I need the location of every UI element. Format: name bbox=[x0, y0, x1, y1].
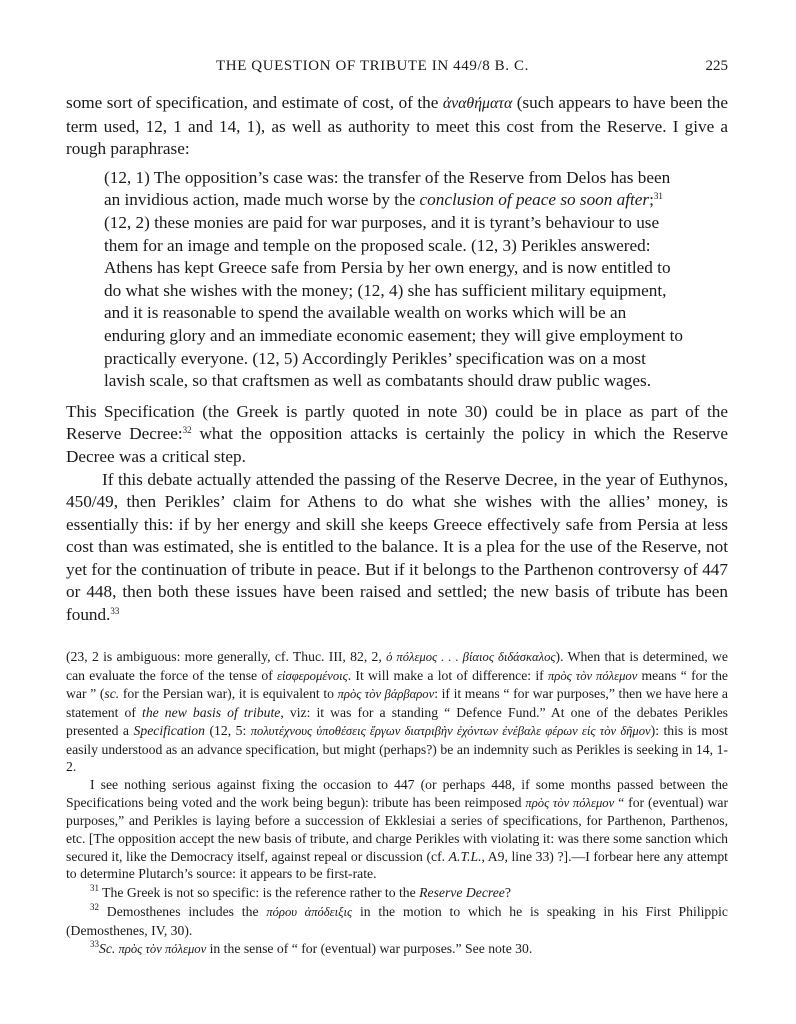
main-text bbox=[66, 92, 728, 627]
paraphrase-block: (12, 1) The opposition’s case was: the transfer of the Reserve from Delos has been an invidious action, made much worse by the conclusion of peace so soon after;$^{31}$ (12, 2) these monies are paid for war purposes, and it is tyrant’s behaviour to use them for an image and temple on the proposed scale. (12, 3) Perikles answered: Athens has kept Greece safe from Persia by her own energy, and is now entitled to do what she wishes with the money; (12, 4) she has sufficient military equipment, and it is reasonable to spend the available wealth on works which will be an enduring glory and an immediate economic easement; they will give employment to practically everyone. (12, 5) Accordingly Perikles’ specification was on a most lavish scale, so that craftsmen as well as combatants should draw public wages. bbox=[104, 167, 683, 391]
footnote-ref-33[interactable]: 33 bbox=[110, 606, 120, 617]
greek-term: ἀναθήματα bbox=[442, 95, 513, 112]
footnote-number: 31 bbox=[90, 883, 99, 894]
footnote-31: $^{31}$ The Greek is not so specific: is the reference rather to the Reserve Decree? bbox=[90, 883, 511, 901]
paragraph-2: This Specification (the Greek is partly quoted in note 30) could be in place as part of the Reserve Decree:$^{32}$ what the opposition attacks is certainly the policy in which the Reserve Decree was a critical step. bbox=[66, 401, 728, 466]
paragraph-3: If this debate actually attended the passing of the Reserve Decree, in the year of Euthynos, 450/49, then Perikles’ claim for Athens to do what she wishes with the allies’ money, is essentially this: if by her energy and skill she keeps Greece effectively safe from Persia at less cost than was estimated, she is entitled to the balance. It is a plea for the use of the Reserve, not yet for the continuation of tribute in peace. But if it belongs to the Parthenon controversy of 447 or 448, then both these issues have been raised and settled; the new basis of tribute has been found.$^{33}$ bbox=[66, 469, 728, 625]
footnote-33: $^{33}$Sc. πρὸς τὸν πόλεμον in the sense of “ for (eventual) war purposes.” See note 30. bbox=[90, 939, 533, 957]
note-continuation: (23, 2 is ambiguous: more generally, cf. Thuc. III, 82, 2, ὁ πόλεμος . . . βίαιος διδάσκαλος). When that is determined, we can evaluate the force of the tense of εἰσφερομένοις. It will make a lot of difference: if πρὸς τὸν πόλεμον means “ for the war ” (sc. for the Persian war), it is equivalent to πρὸς τὸν βάρβαρον: if it means “ for war purposes,” then we have here a statement of the new basis of tribute, viz: it was for a standing “ Defence Fund.” At one of the debates Perikles presented a Specification (12, 5: πολυτέχνους ὑποθέσεις ἔργων διατριβὴν ἐχόντων ἐνέβαλε φέρων εἰς τὸν δῆμον): this is most easily understood as an advance specification, but might (perhaps?) be an indemnity such as Perikles is seeking in 14, 1-2. bbox=[66, 649, 728, 775]
italic-phrase: conclusion of peace so soon after bbox=[419, 190, 650, 210]
running-title: THE QUESTION OF TRIBUTE IN 449/8 B. C. bbox=[216, 58, 529, 74]
footnote-32: $^{32}$ Demosthenes includes the πόρου ἀπόδειξις in the motion to which he is speaking in his First Philippic (Demosthenes, IV, 30). bbox=[66, 901, 728, 938]
footnote-number: 33 bbox=[90, 939, 99, 950]
footnote-number: 32 bbox=[90, 901, 99, 912]
page-number: 225 bbox=[705, 58, 728, 74]
running-header bbox=[66, 58, 728, 80]
note-paragraph: I see nothing serious against fixing the occasion to 447 (or perhaps 448, if some months passed between the Specifications being voted and the work being begun): tribute has been reimposed πρὸς τὸν πόλεμον “ for (eventual) war purposes,” and Perikles is laying before a succession of Ekklesiai a series of specifications, for Parthenon, Parthenos, etc. [The opposition accept the new basis of tribute, and charge Perikles with violating it: was there some sanction which secured it, like the Democracy itself, against repeal or discussion (cf. A.T.L., A9, line 33) ?].—I forbear here any attempt to determine Plutarch’s source: it appears to be first-rate. bbox=[66, 776, 728, 882]
paragraph-1: some sort of specification, and estimate of cost, of the ἀναθήματα (such appears to have been the term used, 12, 1 and 14, 1), as well as authority to meet this cost from the Reserve. I give a rough paraphrase: bbox=[66, 93, 728, 159]
footnote-ref-31[interactable]: 31 bbox=[653, 191, 663, 202]
footnote-ref-32[interactable]: 32 bbox=[182, 425, 192, 436]
notes-section bbox=[66, 648, 728, 959]
